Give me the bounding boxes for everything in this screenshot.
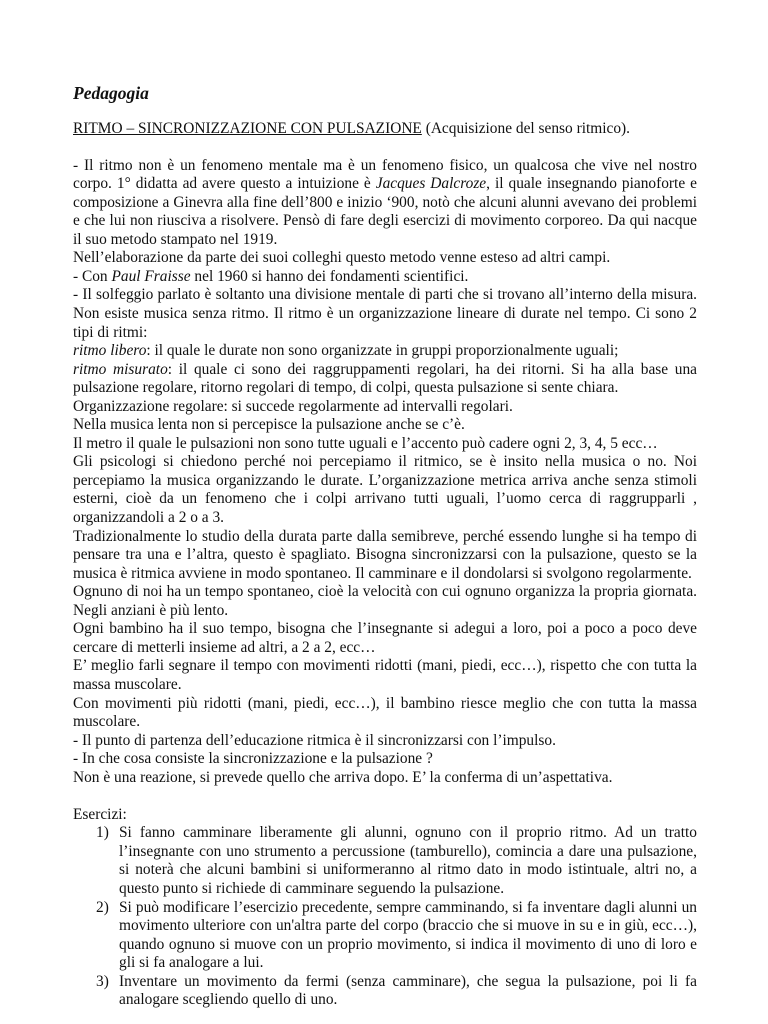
text-run: E’ meglio farli segnare il tempo con movimenti ridotti (mani, piedi, ecc…), rispetto che con tutta la massa muscolare. bbox=[73, 657, 697, 693]
text-run: Nella musica lenta non si percepisce la pulsazione anche se c’è. bbox=[73, 416, 465, 434]
text-run: - In che cosa consiste la sincronizzazione e la pulsazione ? bbox=[73, 750, 433, 768]
text-run: , il quale insegnando pianoforte e composizione a Ginevra alla fine dell’800 e inizio ‘900, notò che alcuni alunni avevano dei problemi e che lui non riusciva a risolvere. Pensò di fare degli esercizi di movimento corporeo. Da qui nacque il suo metodo stampato nel 1919. bbox=[73, 175, 697, 248]
exercise-text: Inventare un movimento da fermi (senza camminare), che segua la pulsazione, poi li fa analogare scegliendo quello di uno. bbox=[119, 972, 697, 1009]
paragraph bbox=[73, 583, 697, 620]
text-run: : il quale le durate non sono organizzate in gruppi proporzionalmente uguali; bbox=[146, 342, 619, 360]
text-run: Gli psicologi si chiedono perché noi percepiamo il ritmico, se è insito nella musica o no. Noi percepiamo la musica organizzando le durate. L’organizzazione metrica arriva anche senza stimoli esterni, cioè da un fenomeno che i colpi arrivano tutti uguali, l’uomo cerca di raggrupparli , organizzandoli a 2 o a 3. bbox=[73, 453, 697, 527]
italic-text: Jacques Dalcroze bbox=[375, 175, 487, 193]
paragraph bbox=[73, 657, 697, 694]
text-run: - Il solfeggio parlato è soltanto una divisione mentale di parti che si trovano all’interno della misura. Non esiste musica senza ritmo. Il ritmo è un organizzazione lineare di durate nel tempo. Ci sono 2 tipi di ritmi: bbox=[73, 286, 697, 341]
exercise-item bbox=[73, 824, 697, 898]
paragraph bbox=[73, 268, 697, 287]
text-run: - Il punto di partenza dell’educazione ritmica è il sincronizzarsi con l’impulso. bbox=[73, 731, 556, 749]
paragraph bbox=[73, 732, 697, 751]
paragraph bbox=[73, 398, 697, 417]
heading-subtitle: (Acquisizione del senso ritmico). bbox=[421, 119, 630, 137]
paragraph bbox=[73, 528, 697, 584]
document-page bbox=[73, 84, 697, 1010]
exercise-text: Si può modificare l’esercizio precedente, sempre camminando, si fa inventare dagli alunni un movimento ulteriore con un'altra parte del corpo (braccio che si muove in su e in giù, ecc…), quando ognuno si muove con un proprio movimento, si indica il movimento di uno di loro e gli si fa analogare a lui. bbox=[119, 898, 697, 972]
text-run: Organizzazione regolare: si succede regolarmente ad intervalli regolari. bbox=[73, 397, 513, 415]
paragraph bbox=[73, 342, 697, 361]
paragraph bbox=[73, 435, 697, 454]
heading-underlined: RITMO – SINCRONIZZAZIONE CON PULSAZIONE bbox=[73, 119, 422, 137]
exercises-label: Esercizi: bbox=[73, 805, 127, 823]
text-run: Ogni bambino ha il suo tempo, bisogna che l’insegnante si adegui a loro, poi a poco a poco deve cercare di metterli insieme ad altri, a 2 a 2, ecc… bbox=[73, 620, 697, 656]
paragraph bbox=[73, 249, 697, 268]
exercise-item bbox=[73, 973, 697, 1010]
paragraph bbox=[73, 695, 697, 732]
exercise-text: Si fanno camminare liberamente gli alunni, ognuno con il proprio ritmo. Ad un tratto l’insegnante con uno strumento a percussione (tamburello), comincia a dare una pulsazione, si noterà che alcuni bambini si uniformeranno al ritmo dato in modo istintuale, altri no, a questo punto si richiede di camminare seguendo la pulsazione. bbox=[119, 824, 697, 897]
text-run: nel 1960 si hanno dei fondamenti scientifici. bbox=[190, 267, 469, 285]
text-run: Nell’elaborazione da parte dei suoi colleghi questo metodo venne esteso ad altri campi. bbox=[73, 249, 611, 267]
text-run: Con movimenti più ridotti (mani, piedi, ecc…), il bambino riesce meglio che con tutta la massa muscolare. bbox=[73, 694, 697, 731]
text-run: Tradizionalmente lo studio della durata parte dalla semibreve, perché essendo lunghe si ha tempo di pensare tra una e l’altra, questo è spagliato. Bisogna sincronizzarsi con la pulsazione, questo se la musica è ritmica avviene in modo spontaneo. Il camminare e il dondolarsi si svolgono regolarmente. bbox=[73, 527, 697, 582]
text-run: Non è una reazione, si prevede quello che arriva dopo. E’ la conferma di un’aspettativa. bbox=[73, 768, 613, 786]
document-title: Pedagogia bbox=[73, 83, 149, 103]
exercise-number: 3) bbox=[96, 972, 109, 990]
paragraph bbox=[73, 361, 697, 398]
text-run: Ognuno di noi ha un tempo spontaneo, cioè la velocità con cui ognuno organizza la propria giornata. Negli anziani è più lento. bbox=[73, 583, 697, 619]
body-text bbox=[73, 157, 697, 788]
paragraph bbox=[73, 620, 697, 657]
text-run: - Il ritmo non è un fenomeno mentale ma è un fenomeno fisico, un qualcosa che vive nel nostro corpo. 1° didatta ad avere questo a intuizione è bbox=[73, 156, 697, 193]
exercises-list bbox=[73, 824, 697, 1009]
text-run: Il metro il quale le pulsazioni non sono tutte uguali e l’accento può cadere ogni 2, 3, 4, 5 ecc… bbox=[73, 434, 658, 452]
italic-text: ritmo misurato bbox=[73, 360, 168, 378]
exercise-item bbox=[73, 899, 697, 973]
text-run: : il quale ci sono dei raggruppamenti regolari, ha dei ritorni. Si ha alla base una pulsazione regolare, ritorno regolari di tempo, di colpi, questa pulsazione si sente chiara. bbox=[73, 360, 697, 397]
paragraph bbox=[73, 157, 697, 250]
exercise-number: 2) bbox=[96, 898, 109, 916]
text-run: - Con bbox=[73, 267, 112, 285]
paragraph bbox=[73, 286, 697, 342]
paragraph bbox=[73, 416, 697, 435]
paragraph bbox=[73, 769, 697, 788]
paragraph bbox=[73, 453, 697, 527]
paragraph bbox=[73, 750, 697, 769]
section-heading bbox=[73, 120, 697, 139]
italic-text: ritmo libero bbox=[73, 342, 147, 360]
italic-text: Paul Fraisse bbox=[111, 267, 191, 285]
exercise-number: 1) bbox=[96, 824, 109, 842]
